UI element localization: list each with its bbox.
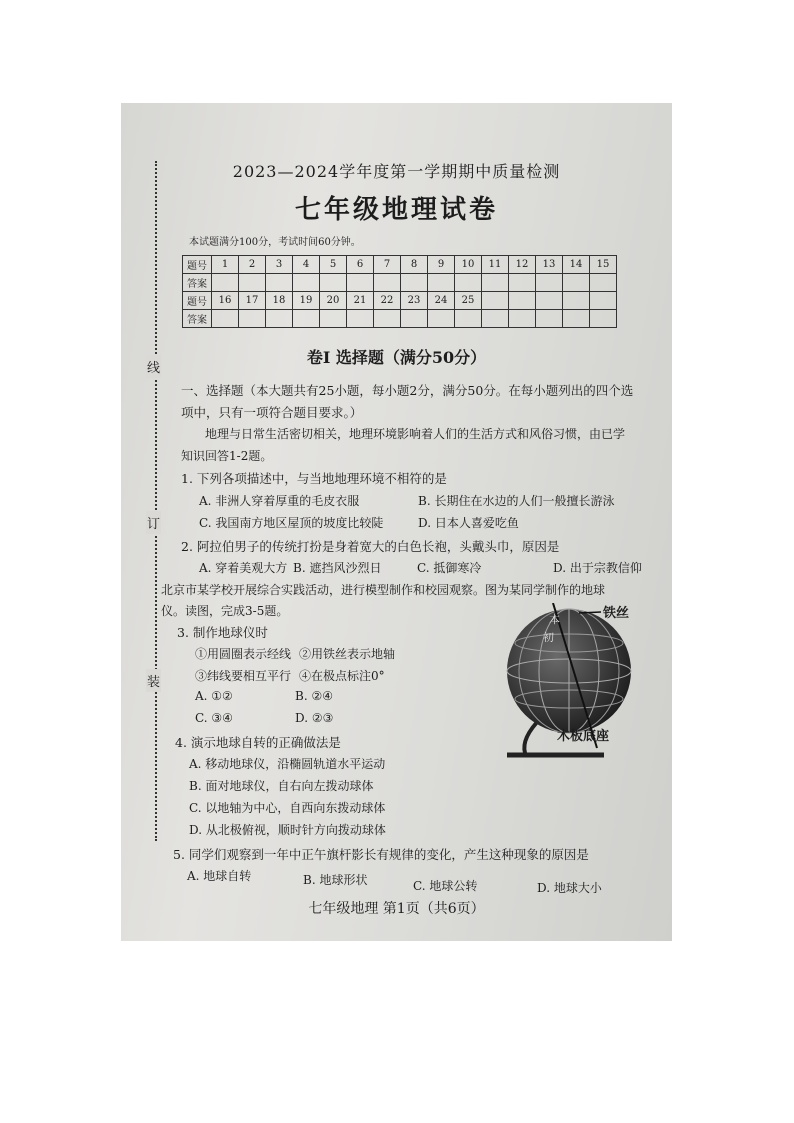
answer-cell[interactable] [563, 274, 590, 292]
table-cell: 17 [239, 292, 266, 310]
table-cell: 16 [212, 292, 239, 310]
table-cell: 21 [347, 292, 374, 310]
answer-cell[interactable] [590, 310, 617, 328]
answer-cell[interactable] [266, 310, 293, 328]
instructions-line-2: 项中，只有一项符合题目要求。） [181, 405, 363, 420]
answer-cell[interactable] [374, 310, 401, 328]
table-cell: 18 [266, 292, 293, 310]
answer-cell[interactable] [212, 310, 239, 328]
table-cell: 题号 [183, 292, 212, 310]
answer-cell[interactable] [455, 274, 482, 292]
answer-cell[interactable] [320, 274, 347, 292]
table-cell: 7 [374, 256, 401, 274]
passage2-line-2: 仪。读图，完成3-5题。 [161, 604, 289, 618]
q5-option-c: C. 地球公转 [413, 879, 478, 893]
q3-option-c: C. ③④ [195, 711, 233, 725]
table-cell: 5 [320, 256, 347, 274]
answer-cell[interactable] [239, 310, 266, 328]
answer-cell[interactable] [509, 310, 536, 328]
table-cell: 19 [293, 292, 320, 310]
exam-title: 七年级地理试卷 [294, 195, 498, 225]
q2-option-a: A. 穿着美观大方 [199, 561, 288, 575]
answer-cell[interactable] [563, 310, 590, 328]
q3-statement-2: ②用铁丝表示地轴 [299, 647, 396, 661]
term-title: 2023—2024学年度第一学期期中质量检测 [232, 162, 561, 181]
table-cell [482, 292, 509, 310]
table-cell: 题号 [183, 256, 212, 274]
answer-cell[interactable] [401, 310, 428, 328]
table-cell: 1 [212, 256, 239, 274]
q4-option-d: D. 从北极俯视，顺时针方向拨动球体 [189, 823, 386, 837]
table-cell [536, 292, 563, 310]
answer-cell[interactable] [401, 274, 428, 292]
binding-line [155, 161, 157, 841]
q1-option-d: D. 日本人喜爱吃鱼 [418, 516, 519, 530]
q5-option-d: D. 地球大小 [537, 881, 602, 895]
answer-cell[interactable] [374, 274, 401, 292]
q3-option-b: B. ②④ [295, 689, 333, 703]
q2-option-b: B. 遮挡风沙烈日 [293, 561, 382, 575]
page-footer: 七年级地理 第1页（共6页） [308, 901, 485, 917]
answer-cell[interactable] [212, 274, 239, 292]
answer-cell[interactable] [347, 310, 374, 328]
table-cell: 10 [455, 256, 482, 274]
passage2-line-1: 北京市某学校开展综合实践活动，进行模型制作和校园观察。图为某同学制作的地球 [161, 583, 606, 597]
answer-cell[interactable] [347, 274, 374, 292]
score-table [182, 255, 617, 328]
answer-cell[interactable] [536, 310, 563, 328]
q2-option-d: D. 出于宗教信仰 [553, 561, 642, 575]
table-row [183, 292, 617, 310]
answer-cell[interactable] [590, 274, 617, 292]
table-cell: 12 [509, 256, 536, 274]
q4-option-b: B. 面对地球仪，自右向左拨动球体 [189, 779, 374, 793]
answer-cell[interactable] [482, 310, 509, 328]
q1-option-a: A. 非洲人穿着厚重的毛皮衣服 [199, 494, 360, 508]
table-cell: 23 [401, 292, 428, 310]
table-row [183, 274, 617, 292]
answer-cell[interactable] [239, 274, 266, 292]
q1-stem: 1. 下列各项描述中，与当地地理环境不相符的是 [181, 471, 447, 486]
label-wood-base: 木板底座 [557, 729, 610, 744]
margin-mark-order: 订 [146, 511, 161, 534]
answer-cell[interactable] [455, 310, 482, 328]
table-cell [509, 292, 536, 310]
instructions-line-1: 一、选择题（本大题共有25小题，每小题2分，满分50分。在每小题列出的四个选 [181, 383, 634, 398]
table-cell: 14 [563, 256, 590, 274]
exam-note: 本试题满分100分，考试时间60分钟。 [189, 237, 361, 248]
globe-figure [501, 603, 651, 768]
table-cell: 2 [239, 256, 266, 274]
answer-cell[interactable] [293, 274, 320, 292]
q2-option-c: C. 抵御寒冷 [417, 561, 482, 575]
q3-option-d: D. ②③ [295, 711, 334, 725]
q1-option-c: C. 我国南方地区屋顶的坡度比较陡 [199, 516, 384, 530]
q3-statement-3: ③纬线要相互平行 [195, 669, 292, 683]
table-cell: 4 [293, 256, 320, 274]
answer-cell[interactable] [266, 274, 293, 292]
answer-cell[interactable] [536, 274, 563, 292]
table-cell [590, 292, 617, 310]
margin-mark-bind: 装 [146, 669, 161, 692]
passage1-line-2: 知识回答1-2题。 [181, 449, 273, 463]
table-cell: 8 [401, 256, 428, 274]
answer-cell[interactable] [482, 274, 509, 292]
table-cell: 20 [320, 292, 347, 310]
q1-option-b: B. 长期住在水边的人们一般擅长游泳 [418, 494, 615, 508]
q2-stem: 2. 阿拉伯男子的传统打扮是身着宽大的白色长袍，头戴头巾，原因是 [181, 539, 560, 554]
table-cell: 6 [347, 256, 374, 274]
q3-statement-4: ④在极点标注0° [299, 669, 385, 683]
globe-text-1: 本 [549, 613, 560, 626]
table-cell: 13 [536, 256, 563, 274]
q4-stem: 4. 演示地球自转的正确做法是 [175, 735, 341, 750]
label-iron-wire: 铁丝 [603, 606, 630, 621]
q3-statement-1: ①用圆圈表示经线 [195, 647, 292, 661]
table-cell: 答案 [183, 274, 212, 292]
table-cell: 3 [266, 256, 293, 274]
answer-cell[interactable] [428, 274, 455, 292]
q5-option-a: A. 地球自转 [187, 869, 252, 883]
table-cell [563, 292, 590, 310]
section-title: 卷Ⅰ 选择题（满分50分） [306, 348, 487, 367]
table-cell: 11 [482, 256, 509, 274]
answer-cell[interactable] [428, 310, 455, 328]
table-row [183, 310, 617, 328]
q4-option-a: A. 移动地球仪，沿椭圆轨道水平运动 [189, 757, 386, 771]
q3-stem: 3. 制作地球仪时 [177, 625, 268, 640]
answer-cell[interactable] [293, 310, 320, 328]
table-cell: 9 [428, 256, 455, 274]
q5-stem: 5. 同学们观察到一年中正午旗杆影长有规律的变化，产生这种现象的原因是 [173, 847, 589, 862]
q3-option-a: A. ①② [195, 689, 233, 703]
exam-paper [121, 103, 672, 941]
table-cell: 答案 [183, 310, 212, 328]
q4-option-c: C. 以地轴为中心，自西向东拨动球体 [189, 801, 386, 815]
table-cell: 25 [455, 292, 482, 310]
table-cell: 22 [374, 292, 401, 310]
margin-mark-line: 线 [146, 355, 161, 378]
passage1-line-1: 地理与日常生活密切相关，地理环境影响着人们的生活方式和风俗习惯，由已学 [205, 427, 626, 441]
globe-text-2: 初 [543, 631, 554, 644]
table-row [183, 256, 617, 274]
answer-cell[interactable] [509, 274, 536, 292]
table-cell: 15 [590, 256, 617, 274]
q5-option-b: B. 地球形状 [303, 873, 368, 887]
answer-cell[interactable] [320, 310, 347, 328]
table-cell: 24 [428, 292, 455, 310]
